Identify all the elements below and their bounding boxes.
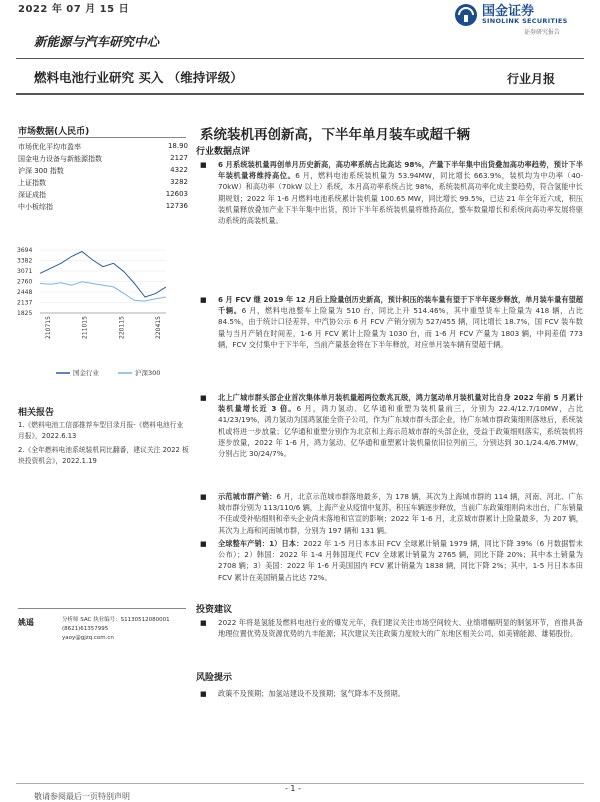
analyst-email[interactable]: yaoy@gjzq.com.cn xyxy=(62,635,114,641)
x-tick-label: 220415 xyxy=(155,316,162,339)
x-tick-label: 211015 xyxy=(81,316,89,339)
bullet-icon: ■ xyxy=(200,690,207,698)
market-row: 上证指数 3282 xyxy=(18,178,188,187)
market-data-divider xyxy=(18,137,186,138)
bullet-icon: ■ xyxy=(200,493,207,501)
bullet-icon: ■ xyxy=(200,540,207,548)
x-tick-label: 220115 xyxy=(118,316,126,339)
related-reports-title: 相关报告 xyxy=(18,408,55,418)
investment-advice: 2022 年将是氢能及燃料电池行业的爆发元年，我们建议关注市场空间较大、业绩增幅明显的制氢环节，首推具备地理位置优势及资源优势的九丰能源；其次建议关注政策力度较大的广东地区相关公司，如美锦能源、雄韬股份。 xyxy=(218,618,583,639)
series-line xyxy=(40,252,166,298)
broker-name-en: SINOLINK SECURITIES xyxy=(482,17,568,25)
research-center: 新能源与汽车研究中心 xyxy=(34,34,160,49)
index-line-chart xyxy=(16,245,186,385)
bullet-icon: ■ xyxy=(200,394,207,402)
related-report-item[interactable]: 2.《全年燃料电池系统装机同比翻番，建议关注 2022 板块投资机会》，2022.1.19 xyxy=(18,446,189,465)
related-report-item[interactable]: 1.《燃料电池工信部推荐车型目录月报-《燃料电池行业月报》，2022.6.13 xyxy=(18,421,184,440)
report-title: 系统装机再创新高，下半年单月装车或超千辆 xyxy=(200,127,470,143)
industry-rating: 燃料电池行业研究 买入 （维持评级） xyxy=(34,70,243,85)
section-heading-data-review: 行业数据点评 xyxy=(196,147,251,157)
legend-label: 国金行业 xyxy=(73,369,99,377)
risk-warning: 政策不及预期；加氢站建设不及预期；氢气降本不及预期。 xyxy=(218,689,405,698)
paragraph: 6 月系统装机量再创单月历史新高，高功率系统占比高达 98%，产量下半年集中出货叠加高功率趋势，预计下半年装机量将维持高位。6 月，燃料电池系统装机量为 53.94MW，同比增长 663.9%，装机均为中功率（40-70kW）和高功率（70kW 以上）系统，本月高功率系统占比 98%，系统装机高功率化成主要趋势，符合氢能中长期规划；2022 年 1-6 月燃料电池系统累计装机量 100.65 MW，同比增长 99.5%，已达 21 年全年近六成，积压装机量释放叠加产业下半年集中出货，预计下半年系统装机量将维持高位，整车数量增长和系统向高功率发展将驱动系统的高装机量。 xyxy=(218,160,583,226)
bullet-icon: ■ xyxy=(200,296,207,304)
report-type: 行业月报 xyxy=(507,72,556,86)
y-tick-label: 2448 xyxy=(17,289,33,296)
analyst-sac-id: 分析师 SAC 执业编号：S1130512080001 xyxy=(62,617,170,623)
paragraph: 示范城市群产销：6 月，北京示范城市群落地最多，为 178 辆，其次为上海城市群的 114 辆，河南、河北、广东城市群分别为 113/110/6 辆，上海产业从疫情中复苏，积压车辆逐步释放，当前广东政策细则尚未出台，广东销量不佳或受补贴细则和牵头企业尚未落地和官宣的影响；2022 年 1-6 月，北京城市群累计上险量最多，为 207 辆，其次为上海和河南城市群，分别为 197 辆和 131 辆。 xyxy=(218,492,583,535)
market-row: 中小板综指 12736 xyxy=(18,202,188,211)
bullet-icon: ■ xyxy=(200,161,207,169)
x-tick-label: 210715 xyxy=(45,316,52,339)
header-divider xyxy=(16,58,584,59)
market-data-title: 市场数据(人民币) xyxy=(18,127,90,137)
header-divider-bold xyxy=(16,93,584,95)
market-row: 沪深 300 指数 4322 xyxy=(18,166,188,175)
page-number: - 1 - xyxy=(285,784,301,793)
market-row: 市场优化平均市盈率 18.90 xyxy=(18,142,188,151)
analyst-phone: (8621)61357995 xyxy=(62,626,109,632)
legend-label: 沪深300 xyxy=(135,369,161,377)
y-tick-label: 3382 xyxy=(17,257,33,265)
market-row: 国金电力设备与新能源指数 2127 xyxy=(18,154,188,163)
analyst-name: 姚遥 xyxy=(18,618,34,627)
y-tick-label: 3694 xyxy=(17,247,33,254)
report-date: 2022 年 07 月 15 日 xyxy=(18,4,130,15)
series-line xyxy=(40,282,166,301)
bullet-icon: ■ xyxy=(200,619,207,627)
paragraph: 全球整车产销：1）日本：2022 年 1-5 月日本本田 FCV 全球累计销量 1979 辆，同比下降 39%（6 月数据暂未公布）；2）韩国：2022 年 1-4 月韩国现代 FCV 全球累计销量为 2765 辆，同比下降 20%；其中本土销量为 2708 辆；3）美国：2022 年 1-6 月美国国内 FCV 累计销量为 1838 辆，同比下降 2%；其中，1-5 月日本本田 FCV 累计在美国销量占比达 72%。 xyxy=(218,539,583,582)
broker-subtitle: 证券研究报告 xyxy=(524,29,561,36)
section-heading-risk: 风险提示 xyxy=(196,673,233,683)
y-tick-label: 1825 xyxy=(17,310,33,317)
analyst-divider xyxy=(18,608,186,609)
section-heading-investment: 投资建议 xyxy=(196,605,233,615)
paragraph: 北上广城市群头部企业首次集体单月装机量超两位数兆瓦级，鸿力氢动单月装机量对比自身 2022 年前 5 月累计装机量增长近 3 倍。6 月，鸿力氢动、亿华通和重塑为装机量前三，分别为 22.4/12.7/10MW，占比 41/23/19%，鸿力氢动为国鸿氢能全资子公司，作为广东城市群头部企业，待广东城市群政策细则落地后，系统装机或将进一步放量；亿华通和重塑分别作为北京和上海示范城市群的头部企业，受益于政策细则落实，系统装机将逐步放量，2022 年 1-6 月，鸿力氢动、亿华通和重塑累计装机量依旧位列前三，分别达到 30.1/24.4/6.7MW，分别占比 30/24/7%。 xyxy=(218,393,583,459)
y-tick-label: 2137 xyxy=(17,299,33,307)
paragraph: 6 月 FCV 继 2019 年 12 月后上险量创历史新高，预计积压的装车量有望于下半年逐步释放，单月装车量有望超千辆。6 月，燃料电池整车上险量为 510 台，同比上升 514.46%，其中重型货车上险量为 418 辆，占比 84.5%，由于统计口径差异，中汽协公示 6 月 FCV 产销分别为 527/455 辆，同比增长 18.7%，国 FCV 装车数量与当月产销在时间差，1-6 月 FCV 累计上险量为 1030 台，而 1-6 月 FCV 产量为 1803 辆，中间差值 773 辆，FCV 交付集中于下半年，当前产量基金将在下半年释放，对应单月装车辆有望超千辆。 xyxy=(218,295,583,349)
y-tick-label: 2760 xyxy=(17,278,33,286)
disclaimer-note: 敬请参阅最后一页特别声明 xyxy=(34,792,130,801)
broker-name: 国金证券 xyxy=(482,4,535,19)
y-tick-label: 3071 xyxy=(17,268,33,275)
market-row: 深证成指 12603 xyxy=(18,190,188,199)
